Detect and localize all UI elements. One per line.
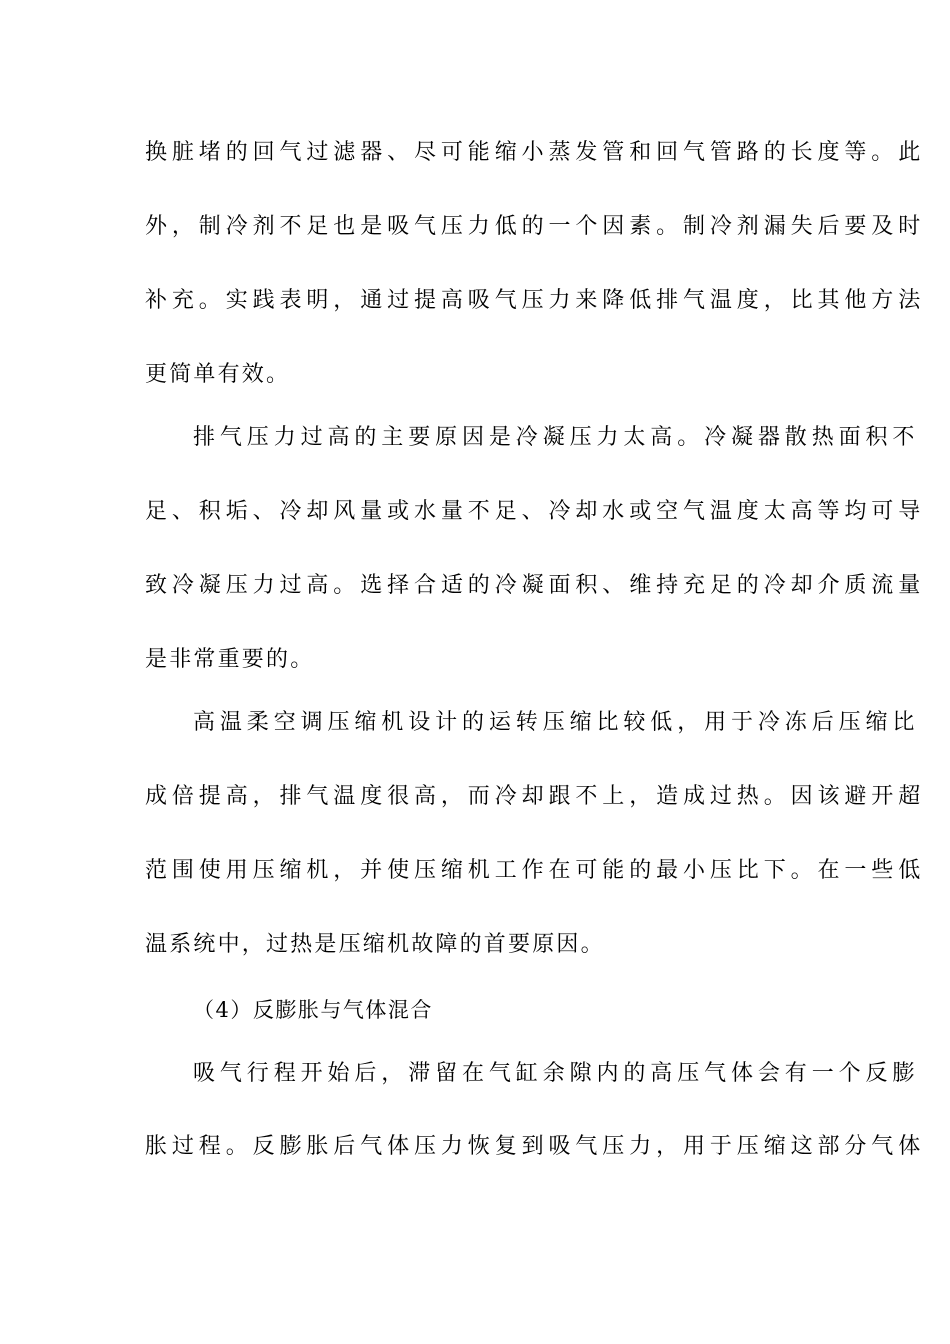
paragraph-1-line-4: 更简单有效。	[145, 362, 291, 387]
paragraph-3-line-1: 高温柔空调压缩机设计的运转压缩比较低，用于冷冻后压缩比	[193, 710, 920, 735]
paragraph-3-line-2: 成倍提高，排气温度很高，而冷却跟不上，造成过热。因该避开超	[145, 784, 926, 809]
paragraph-2-line-4: 是非常重要的。	[145, 647, 315, 672]
section-heading: （4）反膨胀与气体混合	[193, 998, 433, 1022]
paragraph-1-line-1: 换脏堵的回气过滤器、尽可能缩小蒸发管和回气管路的长度等。此	[145, 140, 926, 165]
paragraph-2-line-2: 足、积垢、冷却风量或水量不足、冷却水或空气温度太高等均可导	[145, 499, 926, 524]
paragraph-2-line-1: 排气压力过高的主要原因是冷凝压力太高。冷凝器散热面积不	[193, 425, 920, 450]
paragraph-2-line-3: 致冷凝压力过高。选择合适的冷凝面积、维持充足的冷却介质流量	[145, 573, 926, 598]
paragraph-1-line-3: 补充。实践表明，通过提高吸气压力来降低排气温度，比其他方法	[145, 288, 926, 313]
paragraph-3-line-3: 范围使用压缩机，并使压缩机工作在可能的最小压比下。在一些低	[145, 858, 926, 883]
paragraph-4-line-1: 吸气行程开始后，滞留在气缸余隙内的高压气体会有一个反膨	[193, 1061, 920, 1086]
paragraph-3-line-4: 温系统中，过热是压缩机故障的首要原因。	[145, 932, 605, 957]
paragraph-1-line-2: 外，制冷剂不足也是吸气压力低的一个因素。制冷剂漏失后要及时	[145, 214, 926, 239]
paragraph-4-line-2: 胀过程。反膨胀后气体压力恢复到吸气压力，用于压缩这部分气体	[145, 1134, 926, 1159]
